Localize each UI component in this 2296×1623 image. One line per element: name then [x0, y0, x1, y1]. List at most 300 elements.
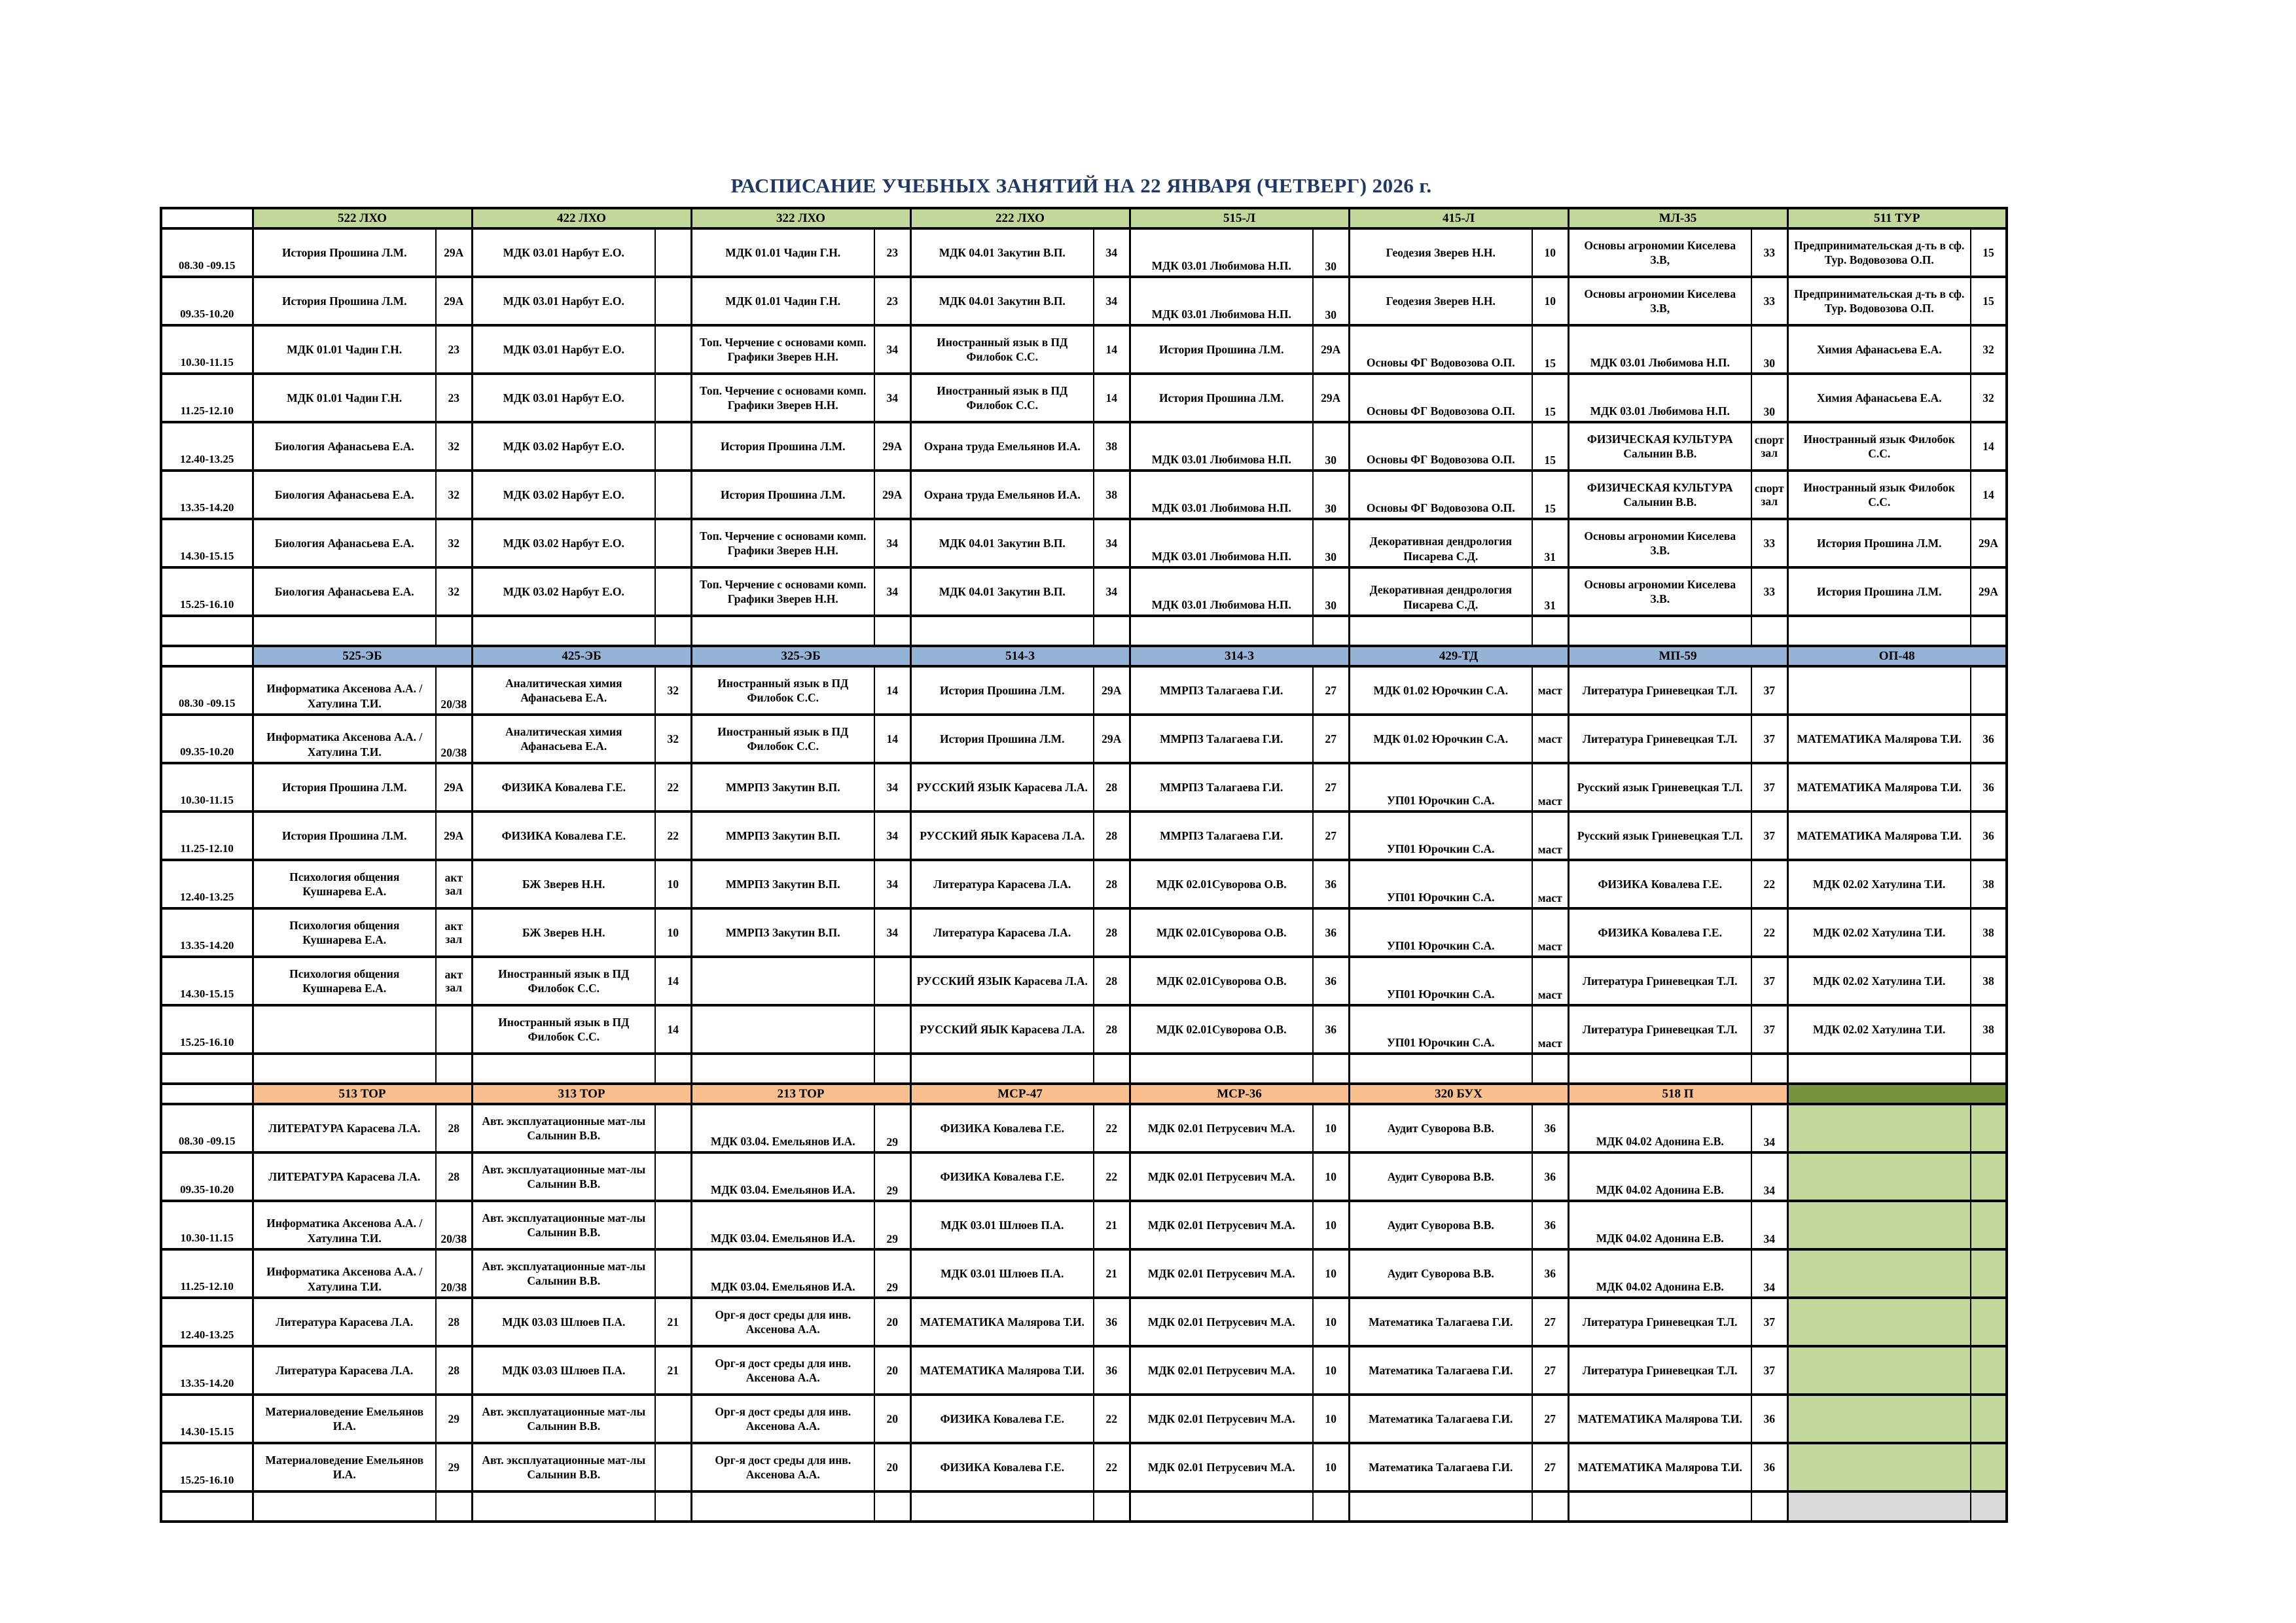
lesson-cell: Литература Карасева Л.А. — [253, 1346, 436, 1395]
lesson-cell: РУССКИЙ ЯЫК Карасева Л.А. — [910, 1005, 1094, 1054]
room-cell: 38 — [1094, 471, 1130, 519]
room-cell: 32 — [436, 567, 472, 616]
group-header: 425-ЭБ — [472, 646, 691, 666]
group-header: МСР-36 — [1130, 1084, 1349, 1104]
lesson-cell: Авт. эксплуатационные мат-лы Салынин В.В. — [472, 1249, 655, 1298]
lesson-cell: МДК 03.02 Нарбут Е.О. — [472, 422, 655, 471]
empty-room-cell — [436, 1491, 472, 1522]
lesson-cell: Предпринимательская д-ть в сф. Тур. Водовозова О.П. — [1787, 228, 1971, 277]
lesson-cell: МАТЕМАТИКА Малярова Т.И. — [910, 1298, 1094, 1346]
lesson-cell: Геодезия Зверев Н.Н. — [1349, 277, 1532, 325]
room-cell — [655, 374, 691, 422]
lesson-cell: МДК 02.01Суворова О.В. — [1130, 957, 1313, 1005]
room-cell: 31 — [1532, 567, 1568, 616]
lesson-cell: Литература Гриневецкая Т.Л. — [1568, 1005, 1751, 1054]
lesson-cell: Топ. Черчение с основами комп. Графики Зверев Н.Н. — [691, 519, 874, 567]
time-cell: 10.30-11.15 — [161, 325, 253, 374]
room-cell: акт зал — [436, 860, 472, 908]
lesson-cell: МДК 01.01 Чадин Г.Н. — [691, 228, 874, 277]
lesson-cell: ФИЗИЧЕСКАЯ КУЛЬТУРА Салынин В.В. — [1568, 422, 1751, 471]
room-cell: 15 — [1971, 277, 2007, 325]
room-cell: 38 — [1971, 1005, 2007, 1054]
lesson-cell: Предпринимательская д-ть в сф. Тур. Водовозова О.П. — [1787, 277, 1971, 325]
room-cell: 27 — [1532, 1443, 1568, 1491]
room-cell: 20 — [874, 1346, 910, 1395]
empty-room-cell — [1094, 1491, 1130, 1522]
room-cell — [1971, 666, 2007, 715]
lesson-cell: Авт. эксплуатационные мат-лы Салынин В.В. — [472, 1443, 655, 1491]
room-cell: 31 — [1532, 519, 1568, 567]
room-cell: 29А — [1094, 715, 1130, 763]
room-cell: 30 — [1751, 374, 1787, 422]
lesson-cell: Аудит Суворова В.В. — [1349, 1104, 1532, 1152]
lesson-cell: Аналитическая химия Афанасьева Е.А. — [472, 666, 655, 715]
lesson-cell: ФИЗИКА Ковалева Г.Е. — [910, 1395, 1094, 1443]
lesson-cell: ММРПЗ Талагаева Г.И. — [1130, 715, 1313, 763]
lesson-cell — [1787, 1152, 1971, 1201]
time-cell: 12.40-13.25 — [161, 860, 253, 908]
time-cell: 15.25-16.10 — [161, 1005, 253, 1054]
empty-room-cell — [1971, 1491, 2007, 1522]
room-cell: 14 — [874, 715, 910, 763]
empty-lesson-cell — [253, 616, 436, 646]
room-cell — [655, 1443, 691, 1491]
room-cell: 27 — [1313, 666, 1349, 715]
lesson-cell: МДК 02.01 Петрусевич М.А. — [1130, 1395, 1313, 1443]
lesson-cell: ФИЗИКА Ковалева Г.Е. — [910, 1443, 1094, 1491]
room-cell: 38 — [1971, 860, 2007, 908]
room-cell: 14 — [655, 1005, 691, 1054]
room-cell: 15 — [1971, 228, 2007, 277]
room-cell: спортзал — [1751, 471, 1787, 519]
empty-room-cell — [655, 1054, 691, 1084]
lesson-cell: История Прошина Л.М. — [910, 715, 1094, 763]
lesson-cell: Топ. Черчение с основами комп. Графики Зверев Н.Н. — [691, 567, 874, 616]
room-cell: спортзал — [1751, 422, 1787, 471]
time-cell: 12.40-13.25 — [161, 422, 253, 471]
lesson-cell: Химия Афанасьева Е.А. — [1787, 325, 1971, 374]
lesson-cell: Авт. эксплуатационные мат-лы Салынин В.В. — [472, 1201, 655, 1249]
lesson-cell: История Прошина Л.М. — [1130, 374, 1313, 422]
room-cell: 34 — [1094, 228, 1130, 277]
lesson-cell: Материаловедение Емельянов И.А. — [253, 1443, 436, 1491]
room-cell: маст — [1532, 812, 1568, 860]
group-header: 511 ТУР — [1787, 208, 2007, 228]
lesson-cell: Аналитическая химия Афанасьева Е.А. — [472, 715, 655, 763]
room-cell: маст — [1532, 908, 1568, 957]
room-cell: 15 — [1532, 471, 1568, 519]
room-cell: 36 — [1313, 908, 1349, 957]
lesson-cell: МАТЕМАТИКА Малярова Т.И. — [1787, 812, 1971, 860]
lesson-cell: Основы агрономии Киселева З.В. — [1568, 519, 1751, 567]
room-cell: 32 — [1971, 325, 2007, 374]
lesson-cell: Авт. эксплуатационные мат-лы Салынин В.В. — [472, 1395, 655, 1443]
lesson-cell: Охрана труда Емельянов И.А. — [910, 471, 1094, 519]
room-cell — [655, 325, 691, 374]
header-spacer-cell — [161, 646, 253, 666]
lesson-cell: МДК 04.02 Адонина Е.В. — [1568, 1249, 1751, 1298]
room-cell: 33 — [1751, 277, 1787, 325]
lesson-cell: ММРПЗ Талагаева Г.И. — [1130, 812, 1313, 860]
room-cell: 37 — [1751, 1005, 1787, 1054]
lesson-cell: Авт. эксплуатационные мат-лы Салынин В.В. — [472, 1104, 655, 1152]
lesson-cell: Иностранный язык в ПД Филобок С.С. — [910, 325, 1094, 374]
empty-lesson-cell — [691, 1491, 874, 1522]
lesson-cell: ЛИТЕРАТУРА Карасева Л.А. — [253, 1104, 436, 1152]
room-cell: 14 — [655, 957, 691, 1005]
room-cell: 29А — [436, 228, 472, 277]
lesson-cell: МДК 04.02 Адонина Е.В. — [1568, 1152, 1751, 1201]
lesson-cell: МДК 03.01 Любимова Н.П. — [1130, 567, 1313, 616]
lesson-cell: МДК 01.02 Юрочкин С.А. — [1349, 715, 1532, 763]
room-cell: 20 — [874, 1395, 910, 1443]
room-cell: 34 — [874, 812, 910, 860]
group-header: 313 ТОР — [472, 1084, 691, 1104]
empty-room-cell — [655, 1491, 691, 1522]
room-cell: 36 — [1751, 1395, 1787, 1443]
lesson-cell: МДК 03.01 Любимова Н.П. — [1130, 471, 1313, 519]
room-cell: 30 — [1313, 277, 1349, 325]
group-header: 518 П — [1568, 1084, 1787, 1104]
room-cell: 36 — [1751, 1443, 1787, 1491]
room-cell: 36 — [1094, 1298, 1130, 1346]
room-cell: 30 — [1313, 519, 1349, 567]
lesson-cell: Орг-я дост среды для инв. Аксенова А.А. — [691, 1443, 874, 1491]
lesson-cell: БЖ Зверев Н.Н. — [472, 908, 655, 957]
empty-room-cell — [436, 616, 472, 646]
lesson-cell: Математика Талагаева Г.И. — [1349, 1298, 1532, 1346]
lesson-cell: ММРПЗ Талагаева Г.И. — [1130, 763, 1313, 812]
room-cell: маст — [1532, 860, 1568, 908]
room-cell: 34 — [1094, 277, 1130, 325]
empty-room-cell — [1751, 1491, 1787, 1522]
room-cell: 32 — [436, 471, 472, 519]
room-cell: 28 — [436, 1346, 472, 1395]
group-header: МП-59 — [1568, 646, 1787, 666]
lesson-cell: Литература Гриневецкая Т.Л. — [1568, 666, 1751, 715]
room-cell: 34 — [1751, 1152, 1787, 1201]
time-cell: 10.30-11.15 — [161, 1201, 253, 1249]
lesson-cell: Литература Карасева Л.А. — [253, 1298, 436, 1346]
lesson-cell: ММРПЗ Закутин В.П. — [691, 860, 874, 908]
room-cell — [1971, 1249, 2007, 1298]
lesson-cell: Топ. Черчение с основами комп. Графики Зверев Н.Н. — [691, 374, 874, 422]
schedule-table — [160, 207, 2008, 1523]
group-header: 429-ТД — [1349, 646, 1568, 666]
room-cell: 14 — [874, 666, 910, 715]
lesson-cell — [1787, 1104, 1971, 1152]
lesson-cell: История Прошина Л.М. — [910, 666, 1094, 715]
time-cell: 08.30 -09.15 — [161, 666, 253, 715]
lesson-cell: МДК 02.02 Хатулина Т.И. — [1787, 908, 1971, 957]
time-cell: 09.35-10.20 — [161, 277, 253, 325]
lesson-cell: РУССКИЙ ЯЗЫК Карасева Л.А. — [910, 763, 1094, 812]
lesson-cell — [691, 1005, 874, 1054]
room-cell: 29 — [874, 1152, 910, 1201]
lesson-cell: УП01 Юрочкин С.А. — [1349, 908, 1532, 957]
empty-time-cell — [161, 616, 253, 646]
room-cell: 34 — [874, 325, 910, 374]
room-cell: 37 — [1751, 812, 1787, 860]
empty-room-cell — [1532, 616, 1568, 646]
room-cell: 10 — [1313, 1152, 1349, 1201]
lesson-cell: МДК 03.03 Шлюев П.А. — [472, 1346, 655, 1395]
page-title: РАСПИСАНИЕ УЧЕБНЫХ ЗАНЯТИЙ НА 22 ЯНВАРЯ (ЧЕТВЕРГ) 2026 г. — [730, 174, 1432, 197]
room-cell: 28 — [436, 1152, 472, 1201]
lesson-cell: Математика Талагаева Г.И. — [1349, 1395, 1532, 1443]
lesson-cell: МДК 03.01 Шлюев П.А. — [910, 1201, 1094, 1249]
room-cell: 23 — [874, 277, 910, 325]
room-cell: 36 — [1971, 812, 2007, 860]
lesson-cell: МДК 03.01 Любимова Н.П. — [1130, 277, 1313, 325]
room-cell: 32 — [1971, 374, 2007, 422]
lesson-cell: Литература Карасева Л.А. — [910, 860, 1094, 908]
group-header: 515-Л — [1130, 208, 1349, 228]
lesson-cell: МДК 03.04. Емельянов И.А. — [691, 1249, 874, 1298]
empty-room-cell — [1094, 616, 1130, 646]
room-cell: 20 — [874, 1298, 910, 1346]
lesson-cell: Математика Талагаева Г.И. — [1349, 1346, 1532, 1395]
room-cell: 34 — [874, 860, 910, 908]
room-cell: 23 — [874, 228, 910, 277]
room-cell: 34 — [874, 519, 910, 567]
lesson-cell: ФИЗИКА Ковалева Г.Е. — [910, 1152, 1094, 1201]
room-cell: 29 — [874, 1201, 910, 1249]
room-cell — [1971, 1298, 2007, 1346]
empty-lesson-cell — [472, 616, 655, 646]
header-spacer-cell — [161, 208, 253, 228]
lesson-cell: Литература Карасева Л.А. — [910, 908, 1094, 957]
lesson-cell: ФИЗИКА Ковалева Г.Е. — [910, 1104, 1094, 1152]
empty-lesson-cell — [910, 616, 1094, 646]
group-header: 322 ЛХО — [691, 208, 910, 228]
lesson-cell — [691, 957, 874, 1005]
time-cell: 11.25-12.10 — [161, 812, 253, 860]
time-cell: 14.30-15.15 — [161, 519, 253, 567]
lesson-cell: МДК 04.02 Адонина Е.В. — [1568, 1201, 1751, 1249]
empty-room-cell — [1313, 1491, 1349, 1522]
empty-lesson-cell — [1349, 616, 1532, 646]
room-cell: 34 — [874, 567, 910, 616]
header-spacer-cell — [161, 1084, 253, 1104]
lesson-cell: МДК 03.01 Любимова Н.П. — [1568, 325, 1751, 374]
group-header: 525-ЭБ — [253, 646, 472, 666]
empty-lesson-cell — [1568, 1054, 1751, 1084]
empty-lesson-cell — [691, 1054, 874, 1084]
room-cell: 20 — [874, 1443, 910, 1491]
room-cell — [655, 1104, 691, 1152]
room-cell: 37 — [1751, 763, 1787, 812]
empty-room-cell — [874, 1491, 910, 1522]
lesson-cell: Основы ФГ Водовозова О.П. — [1349, 471, 1532, 519]
room-cell: 15 — [1532, 374, 1568, 422]
empty-time-cell — [161, 1491, 253, 1522]
room-cell: 36 — [1532, 1152, 1568, 1201]
room-cell: 10 — [1532, 228, 1568, 277]
lesson-cell: УП01 Юрочкин С.А. — [1349, 957, 1532, 1005]
time-cell: 15.25-16.10 — [161, 567, 253, 616]
empty-lesson-cell — [910, 1054, 1094, 1084]
room-cell — [1971, 1443, 2007, 1491]
lesson-cell: Информатика Аксенова А.А. /Хатулина Т.И. — [253, 666, 436, 715]
time-cell: 14.30-15.15 — [161, 957, 253, 1005]
lesson-cell: МДК 01.01 Чадин Г.Н. — [691, 277, 874, 325]
room-cell: 22 — [655, 763, 691, 812]
room-cell: 29 — [874, 1249, 910, 1298]
room-cell: 20/38 — [436, 715, 472, 763]
room-cell: 14 — [1094, 374, 1130, 422]
room-cell — [655, 1201, 691, 1249]
lesson-cell: МДК 04.01 Закутин В.П. — [910, 567, 1094, 616]
lesson-cell: МДК 02.01Суворова О.В. — [1130, 860, 1313, 908]
lesson-cell: МДК 03.02 Нарбут Е.О. — [472, 519, 655, 567]
room-cell: 32 — [655, 715, 691, 763]
lesson-cell: МДК 02.01 Петрусевич М.А. — [1130, 1443, 1313, 1491]
time-cell: 13.35-14.20 — [161, 1346, 253, 1395]
lesson-cell: МДК 03.01 Нарбут Е.О. — [472, 228, 655, 277]
room-cell: 34 — [1751, 1104, 1787, 1152]
room-cell: 37 — [1751, 957, 1787, 1005]
empty-lesson-cell — [1787, 1491, 1971, 1522]
lesson-cell: МДК 03.04. Емельянов И.А. — [691, 1152, 874, 1201]
empty-room-cell — [1971, 616, 2007, 646]
lesson-cell: Топ. Черчение с основами комп. Графики Зверев Н.Н. — [691, 325, 874, 374]
lesson-cell: БЖ Зверев Н.Н. — [472, 860, 655, 908]
lesson-cell: МДК 02.01 Петрусевич М.А. — [1130, 1249, 1313, 1298]
lesson-cell: МДК 04.01 Закутин В.П. — [910, 228, 1094, 277]
lesson-cell: Русский язык Гриневецкая Т.Л. — [1568, 812, 1751, 860]
room-cell: 27 — [1532, 1346, 1568, 1395]
lesson-cell: РУССКИЙ ЯЫК Карасева Л.А. — [910, 812, 1094, 860]
time-cell: 10.30-11.15 — [161, 763, 253, 812]
empty-lesson-cell — [1130, 1054, 1313, 1084]
room-cell: 14 — [1094, 325, 1130, 374]
room-cell: 21 — [655, 1298, 691, 1346]
room-cell: 22 — [655, 812, 691, 860]
lesson-cell: Иностранный язык в ПД Филобок С.С. — [472, 957, 655, 1005]
room-cell — [1971, 1395, 2007, 1443]
lesson-cell: Основы агрономии Киселева З.В, — [1568, 228, 1751, 277]
room-cell: 36 — [1094, 1346, 1130, 1395]
lesson-cell: МАТЕМАТИКА Малярова Т.И. — [1787, 763, 1971, 812]
room-cell: 36 — [1971, 715, 2007, 763]
lesson-cell: Основы агрономии Киселева З.В, — [1568, 277, 1751, 325]
room-cell: 21 — [1094, 1201, 1130, 1249]
empty-lesson-cell — [1568, 1491, 1751, 1522]
lesson-cell: История Прошина Л.М. — [253, 277, 436, 325]
room-cell: 36 — [1532, 1104, 1568, 1152]
lesson-cell — [1787, 1395, 1971, 1443]
empty-room-cell — [1971, 1054, 2007, 1084]
room-cell — [1971, 1201, 2007, 1249]
lesson-cell: МДК 02.01 Петрусевич М.А. — [1130, 1201, 1313, 1249]
lesson-cell: Иностранный язык Филобок С.С. — [1787, 422, 1971, 471]
room-cell: 38 — [1094, 422, 1130, 471]
lesson-cell: МДК 03.01 Нарбут Е.О. — [472, 374, 655, 422]
lesson-cell: Иностранный язык в ПД Филобок С.С. — [691, 666, 874, 715]
lesson-cell: МДК 03.01 Любимова Н.П. — [1130, 228, 1313, 277]
room-cell: 28 — [1094, 957, 1130, 1005]
lesson-cell: Психология общения Кушнарева Е.А. — [253, 908, 436, 957]
group-header: МЛ-35 — [1568, 208, 1787, 228]
empty-lesson-cell — [1787, 616, 1971, 646]
lesson-cell: Основы ФГ Водовозова О.П. — [1349, 422, 1532, 471]
room-cell — [1971, 1152, 2007, 1201]
empty-room-cell — [1751, 1054, 1787, 1084]
group-header: МСР-47 — [910, 1084, 1130, 1104]
room-cell: 28 — [1094, 812, 1130, 860]
schedule-body — [161, 208, 2007, 1522]
lesson-cell: Орг-я дост среды для инв. Аксенова А.А. — [691, 1298, 874, 1346]
room-cell: 36 — [1313, 860, 1349, 908]
room-cell — [1971, 1104, 2007, 1152]
lesson-cell: МДК 03.02 Нарбут Е.О. — [472, 567, 655, 616]
lesson-cell: ММРПЗ Закутин В.П. — [691, 908, 874, 957]
lesson-cell: МДК 03.01 Нарбут Е.О. — [472, 277, 655, 325]
group-header: 320 БУХ — [1349, 1084, 1568, 1104]
lesson-cell: Литература Гриневецкая Т.Л. — [1568, 957, 1751, 1005]
room-cell: 27 — [1313, 715, 1349, 763]
room-cell: маст — [1532, 715, 1568, 763]
room-cell: 10 — [1313, 1201, 1349, 1249]
lesson-cell: МДК 03.03 Шлюев П.А. — [472, 1298, 655, 1346]
room-cell — [655, 1152, 691, 1201]
lesson-cell: Иностранный язык в ПД Филобок С.С. — [472, 1005, 655, 1054]
room-cell: 30 — [1313, 228, 1349, 277]
room-cell — [655, 422, 691, 471]
group-header: 514-З — [910, 646, 1130, 666]
lesson-cell: МДК 03.02 Нарбут Е.О. — [472, 471, 655, 519]
room-cell: 38 — [1971, 957, 2007, 1005]
lesson-cell: МАТЕМАТИКА Малярова Т.И. — [910, 1346, 1094, 1395]
lesson-cell: Психология общения Кушнарева Е.А. — [253, 860, 436, 908]
empty-room-cell — [1094, 1054, 1130, 1084]
room-cell: 37 — [1751, 666, 1787, 715]
empty-room-cell — [1532, 1491, 1568, 1522]
room-cell: 34 — [874, 374, 910, 422]
lesson-cell: УП01 Юрочкин С.А. — [1349, 763, 1532, 812]
room-cell: 29А — [874, 422, 910, 471]
empty-lesson-cell — [1568, 616, 1751, 646]
empty-room-cell — [436, 1054, 472, 1084]
lesson-cell: Математика Талагаева Г.И. — [1349, 1443, 1532, 1491]
lesson-cell: МДК 04.02 Адонина Е.В. — [1568, 1104, 1751, 1152]
room-cell: 21 — [1094, 1249, 1130, 1298]
room-cell — [1971, 1346, 2007, 1395]
lesson-cell: Информатика Аксенова А.А. /Хатулина Т.И. — [253, 1249, 436, 1298]
lesson-cell: Иностранный язык Филобок С.С. — [1787, 471, 1971, 519]
room-cell: 29А — [436, 277, 472, 325]
room-cell: 22 — [1094, 1443, 1130, 1491]
room-cell: 34 — [1094, 567, 1130, 616]
lesson-cell: Основы ФГ Водовозова О.П. — [1349, 374, 1532, 422]
empty-lesson-cell — [1349, 1054, 1532, 1084]
room-cell: маст — [1532, 666, 1568, 715]
lesson-cell: ММРПЗ Талагаева Г.И. — [1130, 666, 1313, 715]
room-cell: 20/38 — [436, 1201, 472, 1249]
room-cell — [655, 519, 691, 567]
empty-lesson-cell — [1130, 1491, 1313, 1522]
room-cell: 10 — [1313, 1249, 1349, 1298]
room-cell: 28 — [436, 1298, 472, 1346]
room-cell: 29А — [436, 812, 472, 860]
empty-lesson-cell — [472, 1054, 655, 1084]
room-cell: 30 — [1751, 325, 1787, 374]
room-cell: 28 — [1094, 908, 1130, 957]
empty-lesson-cell — [253, 1491, 436, 1522]
room-cell: 14 — [1971, 422, 2007, 471]
room-cell: 33 — [1751, 567, 1787, 616]
